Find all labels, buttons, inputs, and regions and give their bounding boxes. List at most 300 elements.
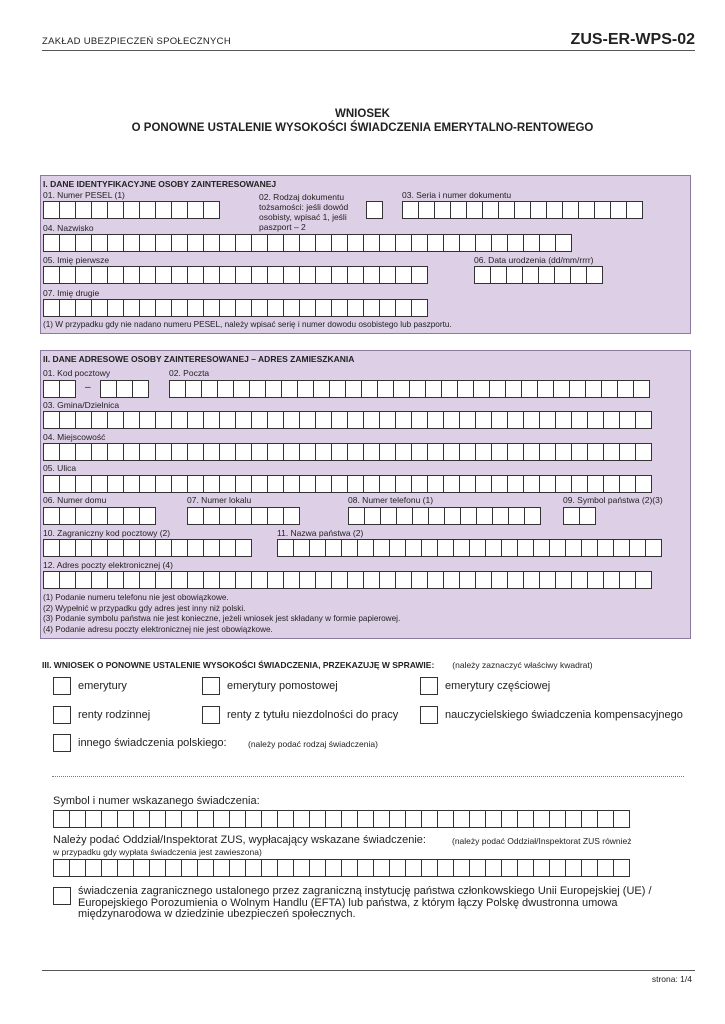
char-cell[interactable] bbox=[75, 266, 92, 284]
char-cell[interactable] bbox=[187, 507, 204, 525]
char-cell[interactable] bbox=[283, 443, 300, 461]
char-cell[interactable] bbox=[428, 507, 445, 525]
char-cell[interactable] bbox=[235, 234, 252, 252]
char-cell[interactable] bbox=[363, 443, 380, 461]
char-cell[interactable] bbox=[219, 411, 236, 429]
char-cell[interactable] bbox=[123, 539, 140, 557]
char-cell[interactable] bbox=[43, 571, 60, 589]
char-cell[interactable] bbox=[411, 571, 428, 589]
char-cell[interactable] bbox=[219, 299, 236, 317]
char-cell[interactable] bbox=[123, 299, 140, 317]
char-cell[interactable] bbox=[491, 443, 508, 461]
char-cell[interactable] bbox=[75, 201, 92, 219]
char-cell[interactable] bbox=[297, 380, 314, 398]
char-cell[interactable] bbox=[524, 507, 541, 525]
surname-input[interactable] bbox=[43, 234, 571, 252]
char-cell[interactable] bbox=[299, 571, 316, 589]
char-cell[interactable] bbox=[357, 810, 374, 828]
char-cell[interactable] bbox=[555, 571, 572, 589]
char-cell[interactable] bbox=[43, 299, 60, 317]
pesel-input[interactable] bbox=[43, 201, 219, 219]
char-cell[interactable] bbox=[533, 810, 550, 828]
char-cell[interactable] bbox=[427, 475, 444, 493]
char-cell[interactable] bbox=[443, 571, 460, 589]
char-cell[interactable] bbox=[251, 443, 268, 461]
char-cell[interactable] bbox=[299, 443, 316, 461]
char-cell[interactable] bbox=[75, 539, 92, 557]
char-cell[interactable] bbox=[617, 380, 634, 398]
char-cell[interactable] bbox=[490, 266, 507, 284]
char-cell[interactable] bbox=[508, 507, 525, 525]
char-cell[interactable] bbox=[139, 266, 156, 284]
char-cell[interactable] bbox=[91, 475, 108, 493]
char-cell[interactable] bbox=[379, 571, 396, 589]
flat-no-input[interactable] bbox=[187, 507, 299, 525]
char-cell[interactable] bbox=[521, 380, 538, 398]
char-cell[interactable] bbox=[421, 810, 438, 828]
char-cell[interactable] bbox=[315, 411, 332, 429]
char-cell[interactable] bbox=[325, 810, 342, 828]
char-cell[interactable] bbox=[501, 859, 518, 877]
char-cell[interactable] bbox=[43, 539, 60, 557]
char-cell[interactable] bbox=[514, 201, 531, 219]
char-cell[interactable] bbox=[459, 571, 476, 589]
char-cell[interactable] bbox=[171, 201, 188, 219]
char-cell[interactable] bbox=[594, 201, 611, 219]
char-cell[interactable] bbox=[281, 380, 298, 398]
char-cell[interactable] bbox=[267, 266, 284, 284]
char-cell[interactable] bbox=[363, 411, 380, 429]
char-cell[interactable] bbox=[405, 539, 422, 557]
char-cell[interactable] bbox=[539, 571, 556, 589]
char-cell[interactable] bbox=[571, 443, 588, 461]
char-cell[interactable] bbox=[91, 299, 108, 317]
char-cell[interactable] bbox=[457, 380, 474, 398]
char-cell[interactable] bbox=[75, 234, 92, 252]
char-cell[interactable] bbox=[476, 507, 493, 525]
char-cell[interactable] bbox=[517, 810, 534, 828]
char-cell[interactable] bbox=[491, 475, 508, 493]
char-cell[interactable] bbox=[507, 411, 524, 429]
char-cell[interactable] bbox=[309, 859, 326, 877]
char-cell[interactable] bbox=[411, 475, 428, 493]
char-cell[interactable] bbox=[185, 380, 202, 398]
char-cell[interactable] bbox=[587, 411, 604, 429]
char-cell[interactable] bbox=[75, 411, 92, 429]
other-benefit-line[interactable] bbox=[52, 776, 684, 777]
char-cell[interactable] bbox=[139, 234, 156, 252]
char-cell[interactable] bbox=[91, 411, 108, 429]
char-cell[interactable] bbox=[581, 859, 598, 877]
char-cell[interactable] bbox=[107, 266, 124, 284]
char-cell[interactable] bbox=[187, 234, 204, 252]
char-cell[interactable] bbox=[315, 571, 332, 589]
char-cell[interactable] bbox=[219, 571, 236, 589]
char-cell[interactable] bbox=[485, 859, 502, 877]
char-cell[interactable] bbox=[169, 380, 186, 398]
char-cell[interactable] bbox=[348, 507, 365, 525]
char-cell[interactable] bbox=[267, 571, 284, 589]
char-cell[interactable] bbox=[315, 299, 332, 317]
char-cell[interactable] bbox=[546, 201, 563, 219]
locality-input[interactable] bbox=[43, 443, 651, 461]
char-cell[interactable] bbox=[603, 571, 620, 589]
char-cell[interactable] bbox=[427, 411, 444, 429]
char-cell[interactable] bbox=[155, 443, 172, 461]
char-cell[interactable] bbox=[341, 810, 358, 828]
char-cell[interactable] bbox=[107, 443, 124, 461]
char-cell[interactable] bbox=[315, 443, 332, 461]
char-cell[interactable] bbox=[396, 507, 413, 525]
char-cell[interactable] bbox=[251, 299, 268, 317]
char-cell[interactable] bbox=[59, 234, 76, 252]
char-cell[interactable] bbox=[491, 571, 508, 589]
char-cell[interactable] bbox=[379, 266, 396, 284]
char-cell[interactable] bbox=[498, 201, 515, 219]
char-cell[interactable] bbox=[91, 201, 108, 219]
char-cell[interactable] bbox=[219, 475, 236, 493]
checkbox-foreign-benefit[interactable] bbox=[53, 887, 71, 905]
char-cell[interactable] bbox=[434, 201, 451, 219]
char-cell[interactable] bbox=[459, 411, 476, 429]
char-cell[interactable] bbox=[597, 859, 614, 877]
char-cell[interactable] bbox=[139, 571, 156, 589]
char-cell[interactable] bbox=[579, 507, 596, 525]
char-cell[interactable] bbox=[539, 475, 556, 493]
char-cell[interactable] bbox=[299, 266, 316, 284]
char-cell[interactable] bbox=[197, 810, 214, 828]
char-cell[interactable] bbox=[149, 810, 166, 828]
char-cell[interactable] bbox=[441, 380, 458, 398]
char-cell[interactable] bbox=[411, 299, 428, 317]
char-cell[interactable] bbox=[187, 266, 204, 284]
char-cell[interactable] bbox=[475, 571, 492, 589]
char-cell[interactable] bbox=[139, 475, 156, 493]
char-cell[interactable] bbox=[549, 810, 566, 828]
char-cell[interactable] bbox=[139, 299, 156, 317]
char-cell[interactable] bbox=[117, 859, 134, 877]
char-cell[interactable] bbox=[522, 266, 539, 284]
char-cell[interactable] bbox=[245, 859, 262, 877]
char-cell[interactable] bbox=[597, 539, 614, 557]
char-cell[interactable] bbox=[475, 234, 492, 252]
char-cell[interactable] bbox=[421, 539, 438, 557]
char-cell[interactable] bbox=[538, 266, 555, 284]
char-cell[interactable] bbox=[171, 266, 188, 284]
second-name-input[interactable] bbox=[43, 299, 427, 317]
char-cell[interactable] bbox=[107, 571, 124, 589]
char-cell[interactable] bbox=[578, 201, 595, 219]
char-cell[interactable] bbox=[181, 810, 198, 828]
char-cell[interactable] bbox=[139, 443, 156, 461]
char-cell[interactable] bbox=[453, 810, 470, 828]
char-cell[interactable] bbox=[517, 859, 534, 877]
char-cell[interactable] bbox=[412, 507, 429, 525]
branch-input[interactable] bbox=[53, 859, 629, 877]
phone-input[interactable] bbox=[348, 507, 540, 525]
char-cell[interactable] bbox=[443, 475, 460, 493]
char-cell[interactable] bbox=[123, 266, 140, 284]
char-cell[interactable] bbox=[309, 539, 326, 557]
char-cell[interactable] bbox=[299, 299, 316, 317]
char-cell[interactable] bbox=[325, 539, 342, 557]
char-cell[interactable] bbox=[565, 859, 582, 877]
char-cell[interactable] bbox=[203, 443, 220, 461]
municipality-input[interactable] bbox=[43, 411, 651, 429]
char-cell[interactable] bbox=[507, 475, 524, 493]
first-name-input[interactable] bbox=[43, 266, 427, 284]
char-cell[interactable] bbox=[603, 411, 620, 429]
char-cell[interactable] bbox=[341, 539, 358, 557]
char-cell[interactable] bbox=[85, 810, 102, 828]
char-cell[interactable] bbox=[537, 380, 554, 398]
char-cell[interactable] bbox=[171, 475, 188, 493]
checkbox-nauczycielskiego[interactable] bbox=[420, 706, 438, 724]
char-cell[interactable] bbox=[427, 443, 444, 461]
char-cell[interactable] bbox=[492, 507, 509, 525]
char-cell[interactable] bbox=[425, 380, 442, 398]
char-cell[interactable] bbox=[389, 859, 406, 877]
char-cell[interactable] bbox=[283, 475, 300, 493]
char-cell[interactable] bbox=[357, 859, 374, 877]
char-cell[interactable] bbox=[482, 201, 499, 219]
char-cell[interactable] bbox=[203, 411, 220, 429]
char-cell[interactable] bbox=[469, 859, 486, 877]
char-cell[interactable] bbox=[460, 507, 477, 525]
country-name-input[interactable] bbox=[277, 539, 661, 557]
char-cell[interactable] bbox=[101, 859, 118, 877]
char-cell[interactable] bbox=[277, 539, 294, 557]
char-cell[interactable] bbox=[443, 443, 460, 461]
char-cell[interactable] bbox=[581, 539, 598, 557]
char-cell[interactable] bbox=[395, 475, 412, 493]
char-cell[interactable] bbox=[203, 234, 220, 252]
char-cell[interactable] bbox=[619, 475, 636, 493]
char-cell[interactable] bbox=[563, 507, 580, 525]
char-cell[interactable] bbox=[549, 859, 566, 877]
char-cell[interactable] bbox=[405, 810, 422, 828]
char-cell[interactable] bbox=[331, 571, 348, 589]
char-cell[interactable] bbox=[629, 539, 646, 557]
checkbox-emerytury[interactable] bbox=[53, 677, 71, 695]
char-cell[interactable] bbox=[123, 475, 140, 493]
char-cell[interactable] bbox=[533, 539, 550, 557]
char-cell[interactable] bbox=[123, 201, 140, 219]
char-cell[interactable] bbox=[59, 475, 76, 493]
char-cell[interactable] bbox=[331, 475, 348, 493]
char-cell[interactable] bbox=[539, 443, 556, 461]
char-cell[interactable] bbox=[267, 234, 284, 252]
postal-code-part2[interactable] bbox=[100, 380, 148, 398]
char-cell[interactable] bbox=[331, 234, 348, 252]
char-cell[interactable] bbox=[277, 810, 294, 828]
char-cell[interactable] bbox=[283, 234, 300, 252]
char-cell[interactable] bbox=[539, 234, 556, 252]
char-cell[interactable] bbox=[75, 475, 92, 493]
char-cell[interactable] bbox=[100, 380, 117, 398]
char-cell[interactable] bbox=[59, 380, 76, 398]
char-cell[interactable] bbox=[213, 810, 230, 828]
char-cell[interactable] bbox=[313, 380, 330, 398]
char-cell[interactable] bbox=[155, 266, 172, 284]
char-cell[interactable] bbox=[171, 539, 188, 557]
char-cell[interactable] bbox=[59, 201, 76, 219]
char-cell[interactable] bbox=[347, 475, 364, 493]
char-cell[interactable] bbox=[187, 411, 204, 429]
char-cell[interactable] bbox=[123, 411, 140, 429]
char-cell[interactable] bbox=[283, 507, 300, 525]
char-cell[interactable] bbox=[219, 266, 236, 284]
char-cell[interactable] bbox=[133, 859, 150, 877]
char-cell[interactable] bbox=[139, 539, 156, 557]
char-cell[interactable] bbox=[345, 380, 362, 398]
char-cell[interactable] bbox=[418, 201, 435, 219]
char-cell[interactable] bbox=[437, 859, 454, 877]
foreign-postal-input[interactable] bbox=[43, 539, 251, 557]
char-cell[interactable] bbox=[123, 507, 140, 525]
char-cell[interactable] bbox=[444, 507, 461, 525]
char-cell[interactable] bbox=[443, 234, 460, 252]
char-cell[interactable] bbox=[43, 507, 60, 525]
char-cell[interactable] bbox=[219, 539, 236, 557]
char-cell[interactable] bbox=[347, 411, 364, 429]
char-cell[interactable] bbox=[187, 539, 204, 557]
char-cell[interactable] bbox=[619, 443, 636, 461]
char-cell[interactable] bbox=[491, 411, 508, 429]
char-cell[interactable] bbox=[530, 201, 547, 219]
char-cell[interactable] bbox=[245, 810, 262, 828]
char-cell[interactable] bbox=[315, 266, 332, 284]
char-cell[interactable] bbox=[555, 234, 572, 252]
char-cell[interactable] bbox=[364, 507, 381, 525]
char-cell[interactable] bbox=[155, 299, 172, 317]
checkbox-renty-niezdolnosc[interactable] bbox=[202, 706, 220, 724]
char-cell[interactable] bbox=[233, 380, 250, 398]
char-cell[interactable] bbox=[261, 810, 278, 828]
char-cell[interactable] bbox=[443, 411, 460, 429]
char-cell[interactable] bbox=[309, 810, 326, 828]
char-cell[interactable] bbox=[459, 234, 476, 252]
char-cell[interactable] bbox=[421, 859, 438, 877]
char-cell[interactable] bbox=[473, 380, 490, 398]
char-cell[interactable] bbox=[517, 539, 534, 557]
char-cell[interactable] bbox=[219, 507, 236, 525]
char-cell[interactable] bbox=[187, 475, 204, 493]
char-cell[interactable] bbox=[523, 234, 540, 252]
char-cell[interactable] bbox=[251, 507, 268, 525]
char-cell[interactable] bbox=[91, 539, 108, 557]
char-cell[interactable] bbox=[633, 380, 650, 398]
char-cell[interactable] bbox=[107, 475, 124, 493]
char-cell[interactable] bbox=[43, 266, 60, 284]
char-cell[interactable] bbox=[331, 411, 348, 429]
char-cell[interactable] bbox=[505, 380, 522, 398]
char-cell[interactable] bbox=[107, 201, 124, 219]
char-cell[interactable] bbox=[363, 475, 380, 493]
char-cell[interactable] bbox=[619, 411, 636, 429]
char-cell[interactable] bbox=[43, 234, 60, 252]
char-cell[interactable] bbox=[613, 810, 630, 828]
char-cell[interactable] bbox=[613, 859, 630, 877]
char-cell[interactable] bbox=[75, 571, 92, 589]
char-cell[interactable] bbox=[155, 475, 172, 493]
char-cell[interactable] bbox=[347, 234, 364, 252]
char-cell[interactable] bbox=[267, 475, 284, 493]
char-cell[interactable] bbox=[251, 234, 268, 252]
char-cell[interactable] bbox=[363, 266, 380, 284]
char-cell[interactable] bbox=[570, 266, 587, 284]
birth-date-input[interactable] bbox=[474, 266, 602, 284]
char-cell[interactable] bbox=[571, 571, 588, 589]
char-cell[interactable] bbox=[283, 299, 300, 317]
char-cell[interactable] bbox=[155, 234, 172, 252]
char-cell[interactable] bbox=[645, 539, 662, 557]
char-cell[interactable] bbox=[501, 539, 518, 557]
char-cell[interactable] bbox=[107, 507, 124, 525]
char-cell[interactable] bbox=[635, 411, 652, 429]
char-cell[interactable] bbox=[325, 859, 342, 877]
char-cell[interactable] bbox=[377, 380, 394, 398]
char-cell[interactable] bbox=[459, 475, 476, 493]
char-cell[interactable] bbox=[626, 201, 643, 219]
char-cell[interactable] bbox=[347, 571, 364, 589]
char-cell[interactable] bbox=[587, 475, 604, 493]
char-cell[interactable] bbox=[363, 571, 380, 589]
char-cell[interactable] bbox=[43, 201, 60, 219]
char-cell[interactable] bbox=[475, 475, 492, 493]
char-cell[interactable] bbox=[485, 539, 502, 557]
char-cell[interactable] bbox=[43, 411, 60, 429]
char-cell[interactable] bbox=[267, 411, 284, 429]
char-cell[interactable] bbox=[554, 266, 571, 284]
char-cell[interactable] bbox=[261, 859, 278, 877]
char-cell[interactable] bbox=[587, 443, 604, 461]
char-cell[interactable] bbox=[123, 234, 140, 252]
char-cell[interactable] bbox=[555, 475, 572, 493]
char-cell[interactable] bbox=[409, 380, 426, 398]
char-cell[interactable] bbox=[555, 411, 572, 429]
char-cell[interactable] bbox=[235, 539, 252, 557]
char-cell[interactable] bbox=[380, 507, 397, 525]
char-cell[interactable] bbox=[437, 810, 454, 828]
char-cell[interactable] bbox=[91, 443, 108, 461]
char-cell[interactable] bbox=[235, 266, 252, 284]
char-cell[interactable] bbox=[571, 411, 588, 429]
char-cell[interactable] bbox=[187, 443, 204, 461]
char-cell[interactable] bbox=[75, 507, 92, 525]
char-cell[interactable] bbox=[91, 507, 108, 525]
postal-code-part1[interactable] bbox=[43, 380, 75, 398]
char-cell[interactable] bbox=[249, 380, 266, 398]
char-cell[interactable] bbox=[379, 234, 396, 252]
char-cell[interactable] bbox=[395, 234, 412, 252]
char-cell[interactable] bbox=[75, 443, 92, 461]
char-cell[interactable] bbox=[363, 299, 380, 317]
char-cell[interactable] bbox=[411, 266, 428, 284]
char-cell[interactable] bbox=[171, 571, 188, 589]
char-cell[interactable] bbox=[491, 234, 508, 252]
char-cell[interactable] bbox=[203, 266, 220, 284]
char-cell[interactable] bbox=[283, 411, 300, 429]
char-cell[interactable] bbox=[251, 266, 268, 284]
char-cell[interactable] bbox=[203, 201, 220, 219]
char-cell[interactable] bbox=[107, 539, 124, 557]
char-cell[interactable] bbox=[331, 299, 348, 317]
char-cell[interactable] bbox=[267, 507, 284, 525]
char-cell[interactable] bbox=[373, 539, 390, 557]
doc-number-input[interactable] bbox=[402, 201, 642, 219]
char-cell[interactable] bbox=[585, 380, 602, 398]
